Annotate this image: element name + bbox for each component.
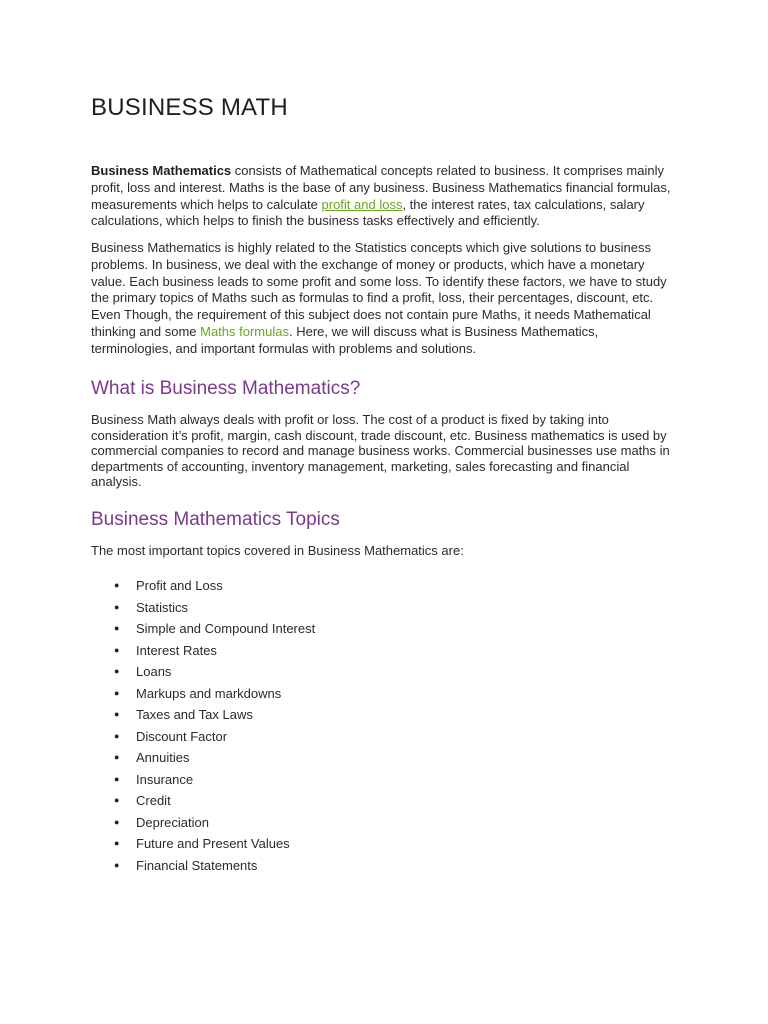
bullet-icon: ● <box>114 709 120 719</box>
bullet-icon: ● <box>114 795 120 805</box>
bullet-icon: ● <box>114 816 120 827</box>
bullet-icon: ● <box>114 623 120 633</box>
list-item-label: Loans <box>136 664 172 679</box>
bullet-icon: ● <box>114 859 120 870</box>
list-item <box>91 835 315 857</box>
list-item <box>91 728 315 750</box>
list-item-label: Financial Statements <box>136 857 258 873</box>
profit-and-loss-link[interactable]: profit and loss <box>321 196 403 212</box>
bullet-icon: ● <box>114 838 120 848</box>
list-item-label: Taxes and Tax Laws <box>136 707 253 722</box>
list-item <box>91 599 315 621</box>
topics-intro-paragraph: The most important topics covered in Business Mathematics are: <box>91 543 464 558</box>
page-title: BUSINESS MATH <box>91 94 288 121</box>
list-item-label: Profit and Loss <box>136 578 223 593</box>
list-item-label: Credit <box>136 793 171 808</box>
what-is-paragraph: Business Math always deals with profit or loss. The cost of a product is fixed by taking into consideration it’s profit, margin, cash discount, trade discount, etc. Business mathematics is used by commercial companies to record and manage business works. Commercial businesses use maths in departments of accounting, inventory management, marketing, sales forecasting and financial analysis. <box>91 412 670 490</box>
list-item-label: Interest Rates <box>136 642 217 658</box>
list-item <box>91 663 315 685</box>
list-item <box>91 642 315 664</box>
list-item-label: Discount Factor <box>136 728 228 744</box>
bullet-icon: ● <box>114 752 120 762</box>
list-item-label: Statistics <box>136 599 189 615</box>
list-item <box>91 577 315 599</box>
list-item-label: Insurance <box>136 771 194 787</box>
topics-list <box>91 577 315 878</box>
bullet-icon: ● <box>114 666 120 676</box>
maths-formulas-link[interactable]: Maths formulas <box>200 323 289 339</box>
list-item-label: Simple and Compound Interest <box>136 621 316 636</box>
para2-text-after-link: . Here, we will discuss what is Business Mathematics, terminologies, and important formulas with problems and solutions. <box>91 323 599 356</box>
list-item-label: Future and Present Values <box>136 836 290 851</box>
intro-bold-lead: Business Mathematics <box>91 163 232 178</box>
section-heading-topics: Business Mathematics Topics <box>91 509 340 530</box>
list-item <box>91 857 315 879</box>
list-item <box>91 814 315 836</box>
bullet-icon: ● <box>114 687 120 698</box>
section-heading-what-is: What is Business Mathematics? <box>91 378 361 399</box>
list-item <box>91 749 315 771</box>
intro-paragraph <box>91 163 681 230</box>
list-item-label: Depreciation <box>136 814 209 830</box>
intro-text-before-link: consists of Mathematical concepts related to business. It comprises mainly profit, loss and interest. Maths is the base of any business. Business Mathematics financial formulas, measurements which helps to calculate <box>91 163 671 212</box>
statistics-paragraph <box>91 240 681 358</box>
list-item <box>91 706 315 728</box>
list-item <box>91 792 315 814</box>
bullet-icon: ● <box>114 773 120 784</box>
para2-text-before-link: Business Mathematics is highly related to the Statistics concepts which give solutions to business problems. In business, we deal with the exchange of money or products, which have a monetary value. Each business leads to some profit and some loss. To identify these factors, we have to study the primary topics of Maths such as formulas to find a profit, loss, their percentages, discount, etc. Even Though, the requirement of this subject does not contain pure Maths, it needs Mathematical thinking and some <box>91 240 667 339</box>
list-item <box>91 620 315 642</box>
list-item-label: Annuities <box>136 750 190 765</box>
bullet-icon: ● <box>114 580 120 590</box>
list-item-label: Markups and markdowns <box>136 685 282 701</box>
bullet-icon: ● <box>114 601 120 612</box>
intro-text-after-link: , the interest rates, tax calculations, salary calculations, which helps to finish the business tasks effectively and efficiently. <box>91 196 645 229</box>
bullet-icon: ● <box>114 730 120 741</box>
bullet-icon: ● <box>114 644 120 655</box>
list-item <box>91 771 315 793</box>
list-item <box>91 685 315 707</box>
